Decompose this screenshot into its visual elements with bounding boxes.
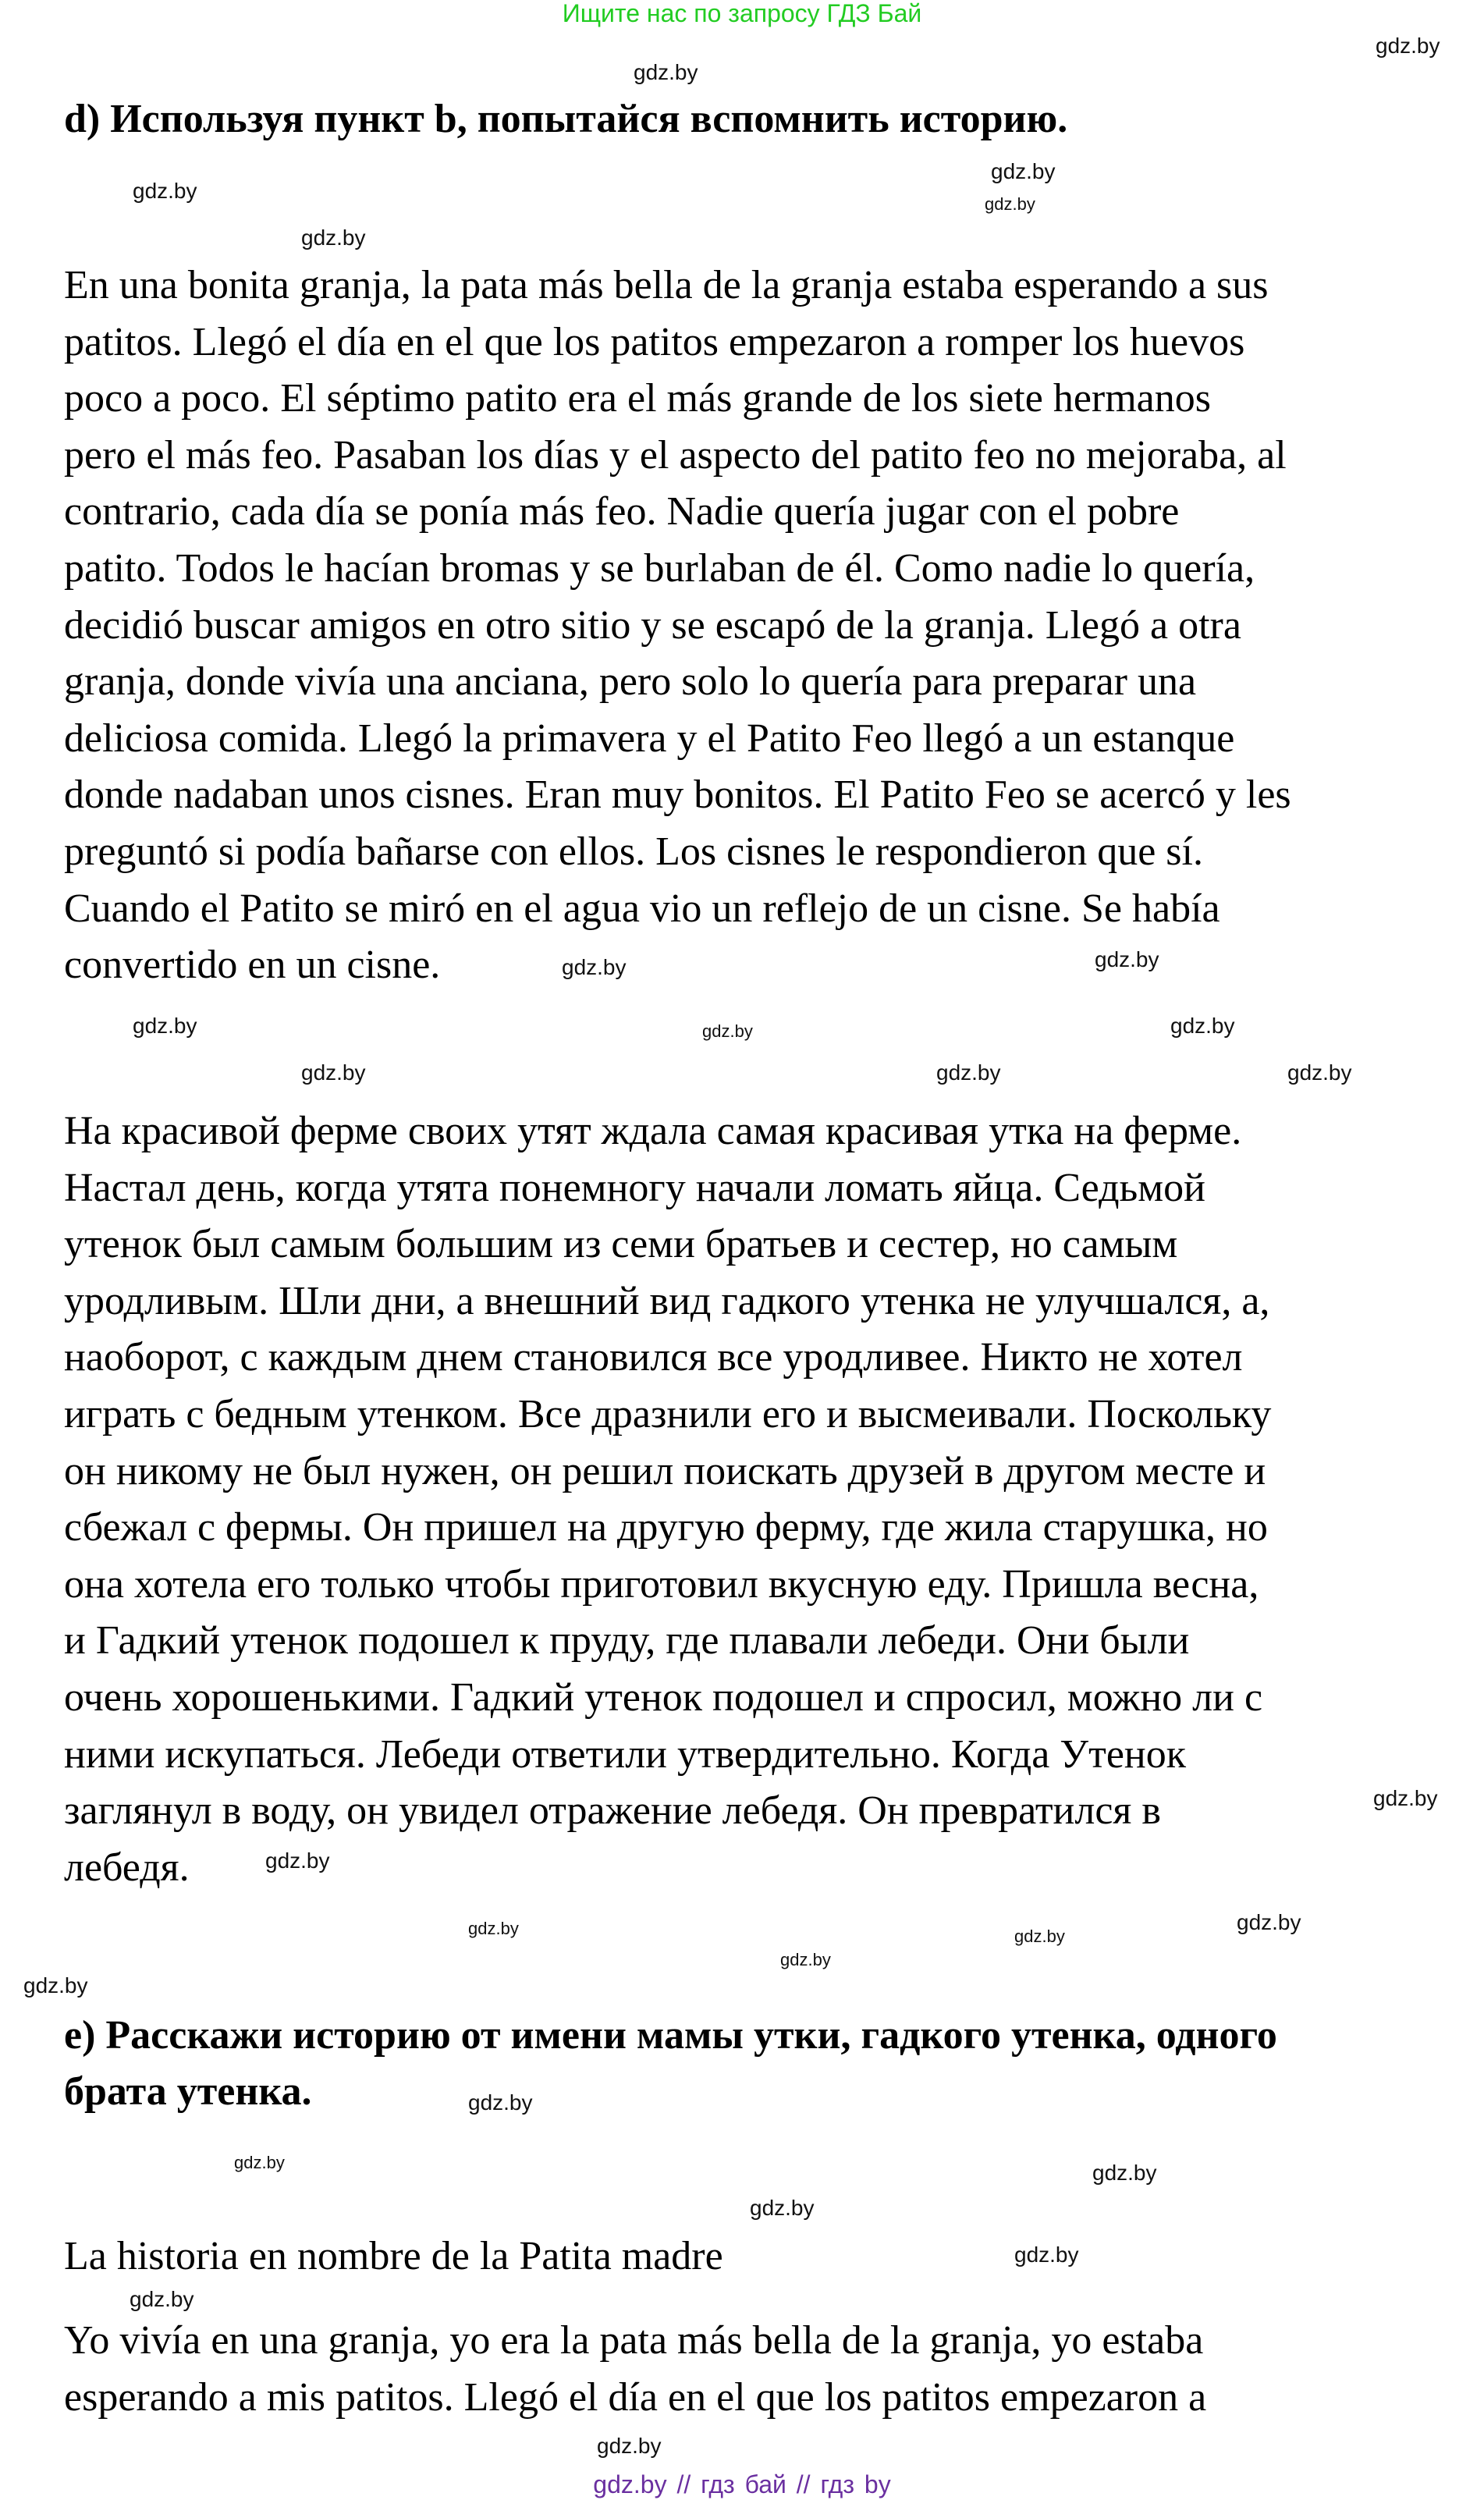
watermark: gdz.by	[1014, 1926, 1065, 1946]
story-line: он никому не был нужен, он решил поискать друзей в другом месте и	[64, 1448, 1266, 1493]
watermark: gdz.by	[1095, 947, 1159, 971]
story-line: Cuando el Patito se miró en el agua vio un reflejo de un cisne. Se había	[64, 886, 1220, 931]
section-e-heading-line: e) Расскажи историю от имени мамы утки, гадкого утенка, одного	[64, 2013, 1277, 2058]
search-banner[interactable]: Ищите нас по запросу ГДЗ Бай	[562, 0, 922, 27]
watermark: gdz.by	[133, 1014, 197, 1038]
watermark: gdz.by	[936, 1060, 1001, 1085]
story-line: esperando a mis patitos. Llegó el día en el que los patitos empezaron a	[64, 2374, 1207, 2420]
watermark: gdz.by	[991, 159, 1056, 183]
story-line: ними искупаться. Лебеди ответили утвердительно. Когда Утенок	[64, 1731, 1186, 1777]
watermark: gdz.by	[23, 1973, 88, 1998]
story-line: уродливым. Шли дни, а внешний вид гадкого утенка не улучшался, а,	[64, 1278, 1270, 1323]
story-line: и Гадкий утенок подошел к пруду, где плавали лебеди. Они были	[64, 1618, 1190, 1664]
watermark: gdz.by	[234, 2153, 285, 2172]
spanish-story	[64, 257, 1291, 994]
story-line: contrario, cada día se ponía más feo. Nadie quería jugar con el pobre	[64, 489, 1180, 534]
story-line: patitos. Llegó el día en el que los patitos empezaron a romper los huevos	[64, 319, 1245, 364]
watermark: gdz.by	[780, 1950, 831, 1969]
watermark: gdz.by	[265, 1848, 330, 1873]
watermark: gdz.by	[133, 179, 197, 203]
watermark: gdz.by	[634, 60, 698, 84]
watermark: gdz.by	[1376, 34, 1440, 58]
story-line: convertido en un cisne.	[64, 943, 441, 988]
section-e-subtitle: La historia en nombre de la Patita madre	[64, 2234, 723, 2278]
story-line: очень хорошенькими. Гадкий утенок подошел и спросил, можно ли с	[64, 1674, 1263, 1720]
story-line: наоборот, с каждым днем становился все уродливее. Никто не хотел	[64, 1335, 1243, 1380]
story-line: granja, donde vivía una anciana, pero solo lo quería para preparar una	[64, 659, 1197, 705]
story-line: На красивой ферме своих утят ждала самая красивая утка на ферме.	[64, 1109, 1242, 1153]
watermark: gdz.by	[702, 1021, 753, 1041]
watermark: gdz.by	[1092, 2161, 1157, 2185]
watermark: gdz.by	[597, 2434, 662, 2458]
watermark: gdz.by	[1170, 1014, 1235, 1038]
watermark: gdz.by	[130, 2287, 194, 2311]
story-line: preguntó si podía bañarse con ellos. Los cisnes le respondieron que sí.	[64, 829, 1203, 874]
footer-links[interactable]: gdz.by // гдз бай // гдз by	[593, 2470, 891, 2498]
story-line: poco a poco. El séptimo patito era el más grande de los siete hermanos	[64, 376, 1211, 421]
watermark: gdz.by	[1373, 1786, 1438, 1810]
story-line: Настал день, когда утята понемногу начали ломать яйца. Седьмой	[64, 1165, 1205, 1210]
watermark: gdz.by	[1287, 1060, 1352, 1085]
section-e-heading	[64, 2008, 1277, 2120]
watermark: gdz.by	[301, 225, 366, 250]
watermark: gdz.by	[562, 955, 627, 979]
watermark: gdz.by	[468, 2090, 533, 2115]
story-line: она хотела его только чтобы приготовил вкусную еду. Пришла весна,	[64, 1561, 1259, 1607]
story-line: decidió buscar amigos en otro sitio y se escapó de la granja. Llegó a otra	[64, 602, 1241, 648]
watermark: gdz.by	[985, 194, 1035, 214]
mother-duck-story	[64, 2313, 1206, 2426]
watermark: gdz.by	[468, 1919, 519, 1938]
watermark: gdz.by	[1014, 2243, 1079, 2267]
section-d-heading-line: d) Используя пункт b, попытайся вспомнить историю.	[64, 97, 1068, 141]
story-line: играть с бедным утенком. Все дразнили его и высмеивали. Поскольку	[64, 1391, 1272, 1436]
story-line: сбежал с фермы. Он пришел на другую ферму, где жила старушка, но	[64, 1505, 1268, 1550]
story-line: Yo vivía en una granja, yo era la pata más bella de la granja, yo estaba	[64, 2318, 1204, 2363]
section-d-heading	[64, 91, 1067, 147]
watermark: gdz.by	[750, 2196, 815, 2220]
russian-story	[64, 1103, 1271, 1896]
watermark: gdz.by	[301, 1060, 366, 1085]
story-line: deliciosa comida. Llegó la primavera y el Patito Feo llegó a un estanque	[64, 716, 1235, 761]
story-line: donde nadaban unos cisnes. Eran muy bonitos. El Patito Feo se acercó y les	[64, 772, 1291, 818]
story-line: patito. Todos le hacían bromas y se burlaban de él. Como nadie lo quería,	[64, 545, 1255, 591]
story-line: En una bonita granja, la pata más bella de la granja estaba esperando a sus	[64, 263, 1269, 307]
story-line: лебедя.	[64, 1845, 190, 1890]
story-line: утенок был самым большим из семи братьев и сестер, но самым	[64, 1222, 1178, 1267]
watermark: gdz.by	[1237, 1910, 1301, 1934]
section-e-heading-line: брата утенка.	[64, 2069, 312, 2114]
story-line: заглянул в воду, он увидел отражение лебедя. Он превратился в	[64, 1788, 1161, 1834]
story-line: pero el más feo. Pasaban los días y el aspecto del patito feo no mejoraba, al	[64, 432, 1287, 478]
